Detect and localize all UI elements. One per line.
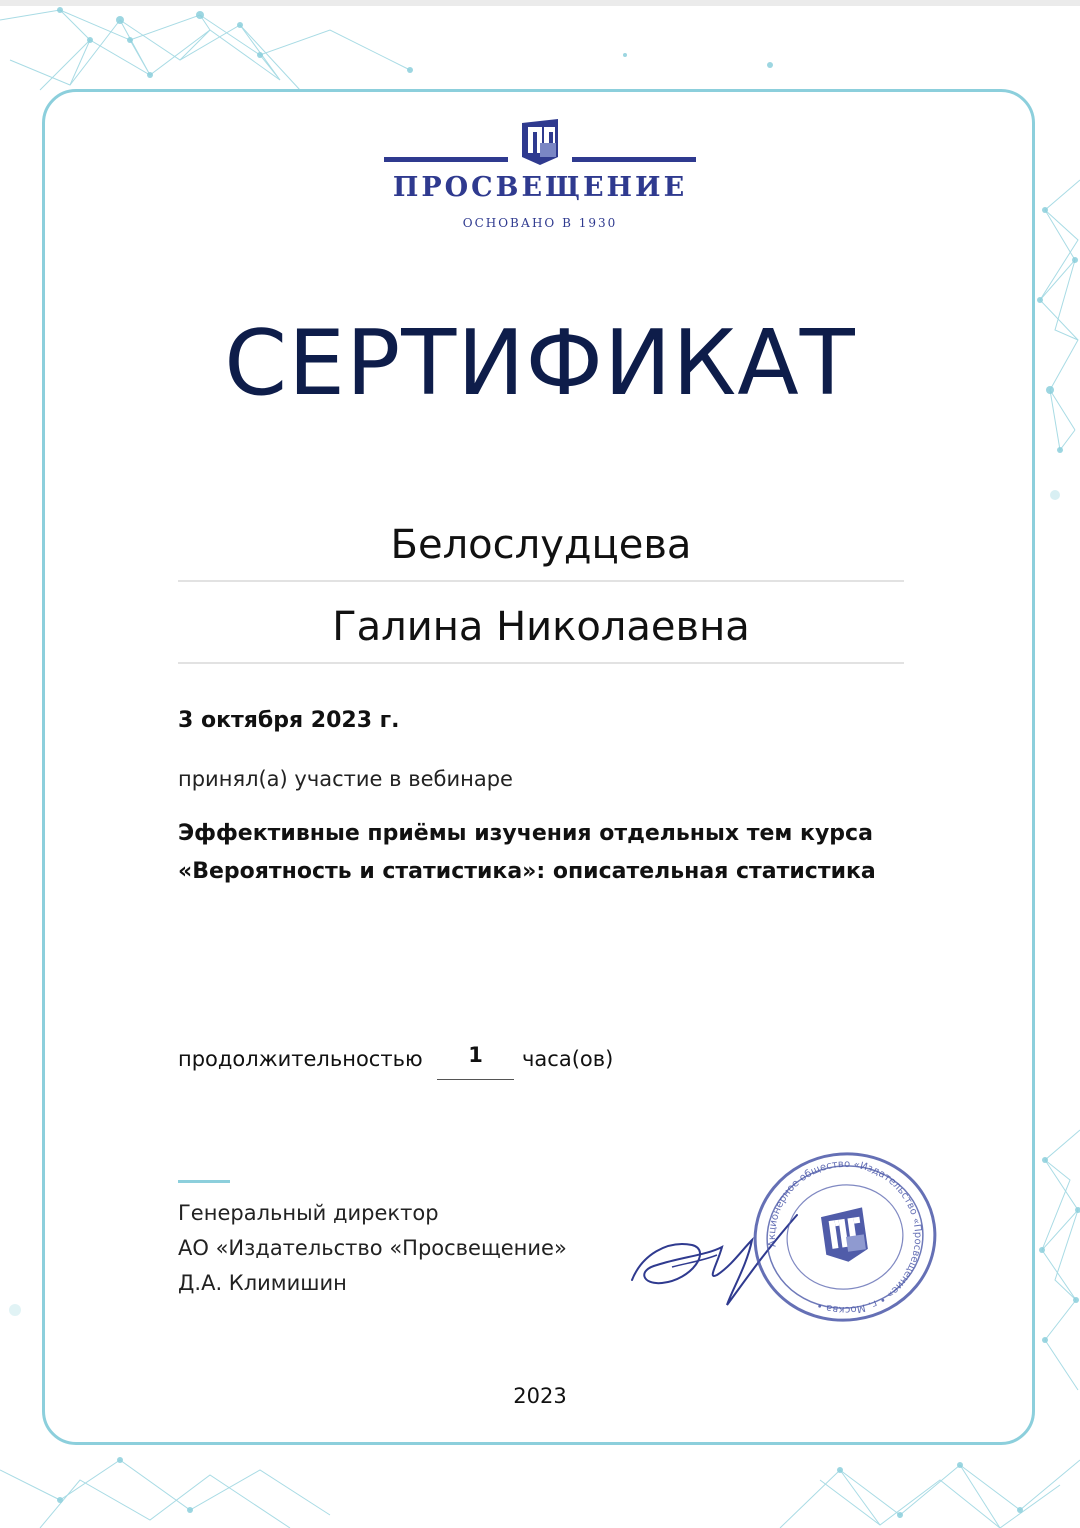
certificate-year: 2023 — [513, 1384, 567, 1408]
logo-rule-left — [384, 157, 508, 162]
participation-text: принял(а) участие в вебинаре — [178, 767, 513, 791]
publisher-name: ПРОСВЕЩЕНИЕ — [392, 172, 688, 203]
company-seal — [750, 1150, 940, 1325]
publisher-emblem-icon — [520, 117, 560, 167]
recipient-given-names: Галина Николаевна — [178, 592, 904, 664]
seal-ring-text: Акционерное общество «Издательство «Просвещение» • г. Москва • — [766, 1158, 924, 1316]
duration-unit: часа(ов) — [522, 1047, 614, 1071]
publisher-founded: ОСНОВАНО В 1930 — [462, 216, 618, 230]
duration-value: 1 — [437, 1043, 514, 1080]
logo-rule-right — [572, 157, 696, 162]
signatory-organization: АО «Издательство «Просвещение» — [178, 1236, 567, 1260]
publisher-logo — [380, 112, 700, 237]
webinar-title: Эффективные приёмы изучения отдельных тем курса «Вероятность и статистика»: описательная статистика — [178, 821, 876, 884]
recipient-surname: Белослудцева — [178, 510, 904, 582]
signatory-position: Генеральный директор — [178, 1201, 439, 1225]
event-date: 3 октября 2023 г. — [178, 708, 400, 733]
duration-label: продолжительностью — [178, 1047, 423, 1071]
certificate-title: СЕРТИФИКАТ — [224, 311, 856, 416]
signatory-accent-line — [178, 1180, 230, 1183]
signatory-name: Д.А. Климишин — [178, 1271, 347, 1295]
